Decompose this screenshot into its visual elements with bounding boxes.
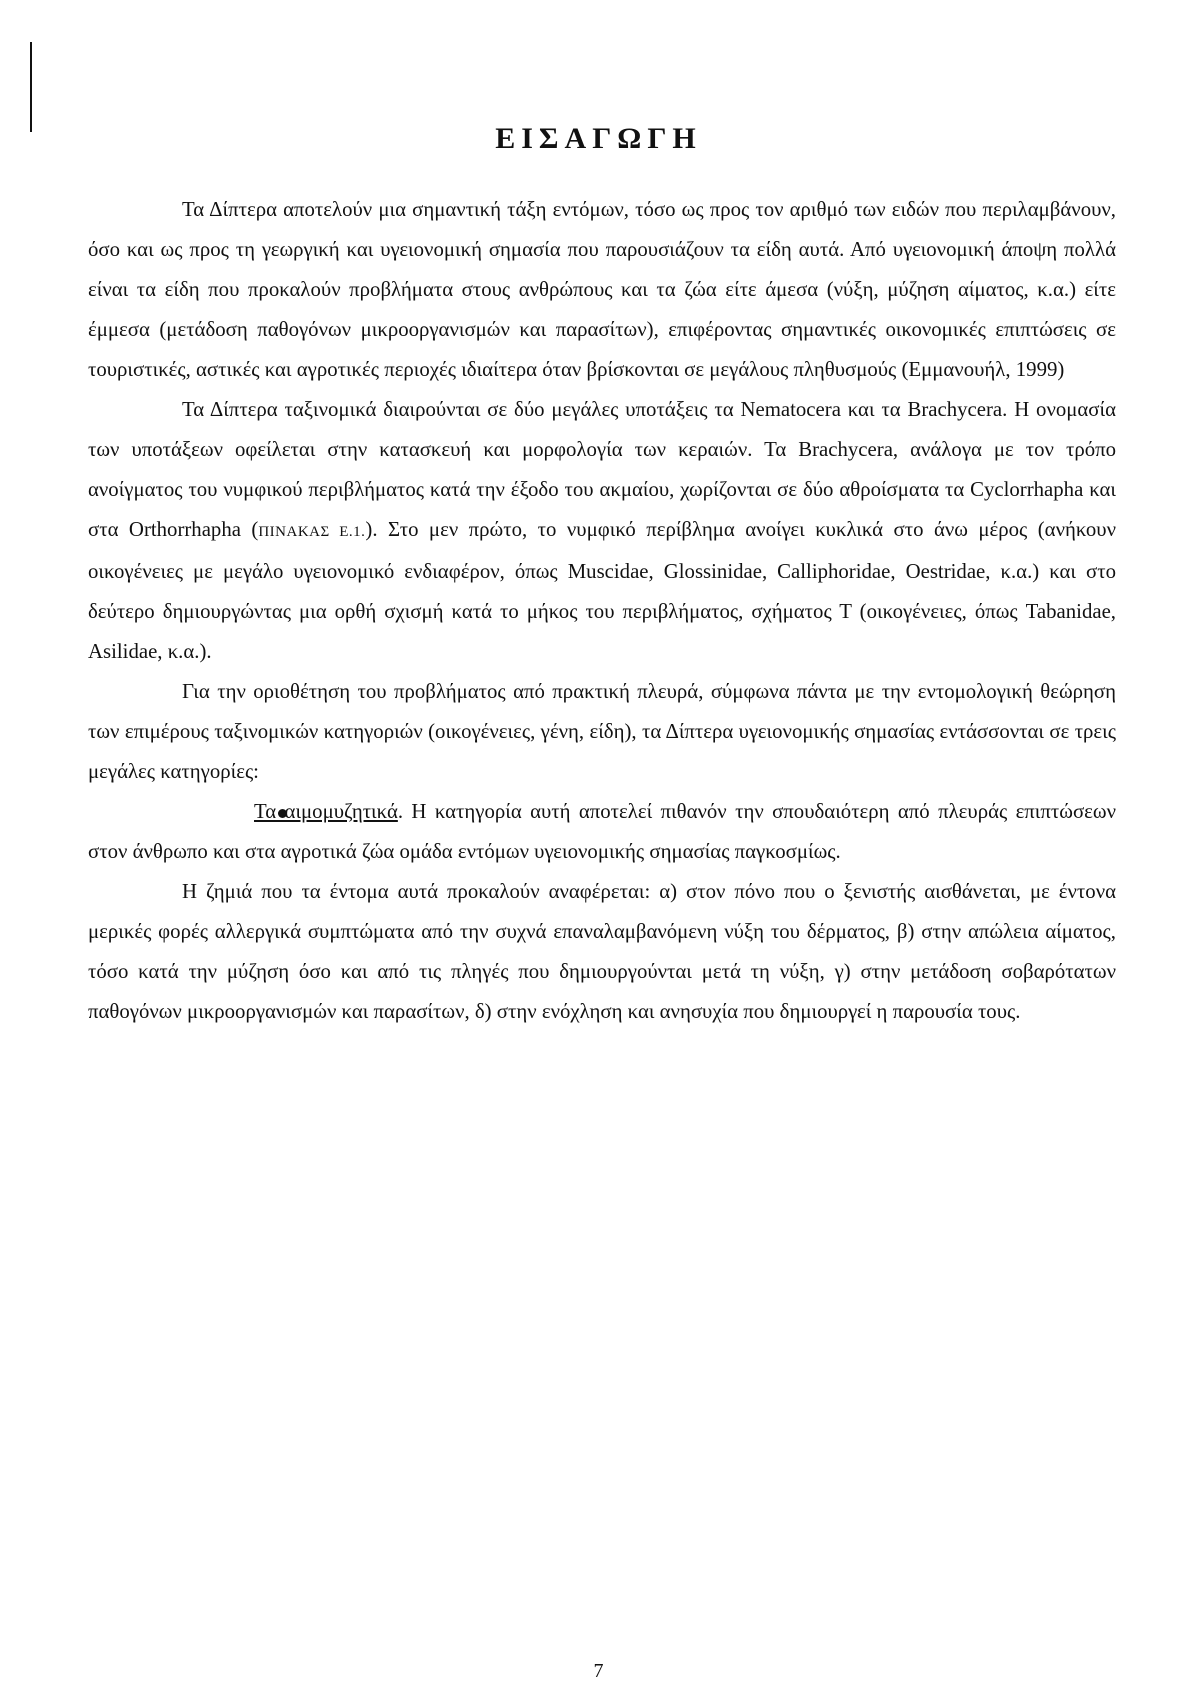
paragraph-damage: Η ζημιά που τα έντομα αυτά προκαλούν αναφέρεται: α) στον πόνο που ο ξενιστής αισθάνεται, με έντονα μερικές φορές αλλεργικά συμπτώματα από την συχνά επαναλαμβανόμενη νύξη του δέρματος, β) στην απώλεια αίματος, τόσο κατά την μύζηση όσο και από τις πληγές που δημιουργούνται μετά τη νύξη, γ) στην μετάδοση σοβαρότατων παθογόνων μικροοργανισμών και παρασίτων, δ) στην ενόχληση και ανησυχία που δημιουργεί η παρουσία τους. [88, 880, 1116, 1023]
taxonomy-text-end: ). Στο μεν πρώτο, το νυμφικό περίβλημα ανοίγει κυκλικά στο άνω μέρος (ανήκουν οικογένειες με μεγάλο υγειονομικό ενδιαφέρον, όπως Muscidae, Glossinidae, Calliphoridae, Oestridae, κ.α.) και στο δεύτερο δημιουργώντας μια ορθή σχισμή κατά το μήκος του περιβλήματος, σχήματος Τ (οικογένειες, όπως Tabanidae, Asilidae, κ.α.). [88, 518, 1116, 663]
document-body [88, 190, 1116, 1032]
bullet-text: . Η κατηγορία αυτή αποτελεί πιθανόν την σπουδαιότερη από πλευράς επιπτώσεων στον άνθρωπο και στα αγροτικά ζώα ομάδα εντόμων υγειονομικής σημασίας παγκοσμίως. [88, 800, 1116, 863]
paragraph-categories: Για την οριοθέτηση του προβλήματος από πρακτική πλευρά, σύμφωνα πάντα με την εντομολογική θεώρηση των επιμέρους ταξινομικών κατηγοριών (οικογένειες, γένη, είδη), τα Δίπτερα υγειονομικής σημασίας εντάσσονται σε τρεις μεγάλες κατηγορίες: [88, 680, 1116, 783]
page-title: ΕΙΣΑΓΩΓΗ [495, 122, 702, 155]
taxonomy-text-start: Τα Δίπτερα ταξινομικά διαιρούνται σε δύο μεγάλες υποτάξεις τα Nematocera και τα Brachycera. Η ονομασία των υποτάξεων οφείλεται στην κατασκευή και μορφολογία των κεραιών. Τα Brachycera, ανάλογα με τον τρόπο ανοίγματος του νυμφικού περιβλήματος κατά την έξοδο του ακμαίου, χωρίζονται σε δύο αθροίσματα τα Cyclorrhapha και στα Orthorrhapha ( [88, 398, 1116, 541]
list-item [88, 792, 1116, 872]
bullet-marker [182, 792, 254, 832]
paragraph-taxonomy [88, 390, 1116, 672]
paragraph-intro: Τα Δίπτερα αποτελούν μια σημαντική τάξη εντόμων, τόσο ως προς τον αριθμό των ειδών που περιλαμβάνουν, όσο και ως προς τη γεωργική και υγειονομική σημασία που παρουσιάζουν τα είδη αυτά. Από υγειονομική άποψη πολλά είναι τα είδη που προκαλούν προβλήματα στους ανθρώπους και τα ζώα είτε άμεσα (νύξη, μύζηση αίματος, κ.α.) είτε έμμεσα (μετάδοση παθογόνων μικροοργανισμών και παρασίτων), επιφέροντας σημαντικές οικονομικές επιπτώσεις σε τουριστικές, αστικές και αγροτικές περιοχές ιδιαίτερα όταν βρίσκονται σε μεγάλους πληθυσμούς (Εμμανουήλ, 1999) [88, 198, 1116, 381]
bullet-term: Τα αιμομυζητικά [254, 800, 398, 823]
table-reference: ΠΙΝΑΚΑΣ Ε.1. [258, 524, 366, 540]
margin-rule [30, 42, 32, 132]
page-number: 7 [593, 1660, 604, 1682]
